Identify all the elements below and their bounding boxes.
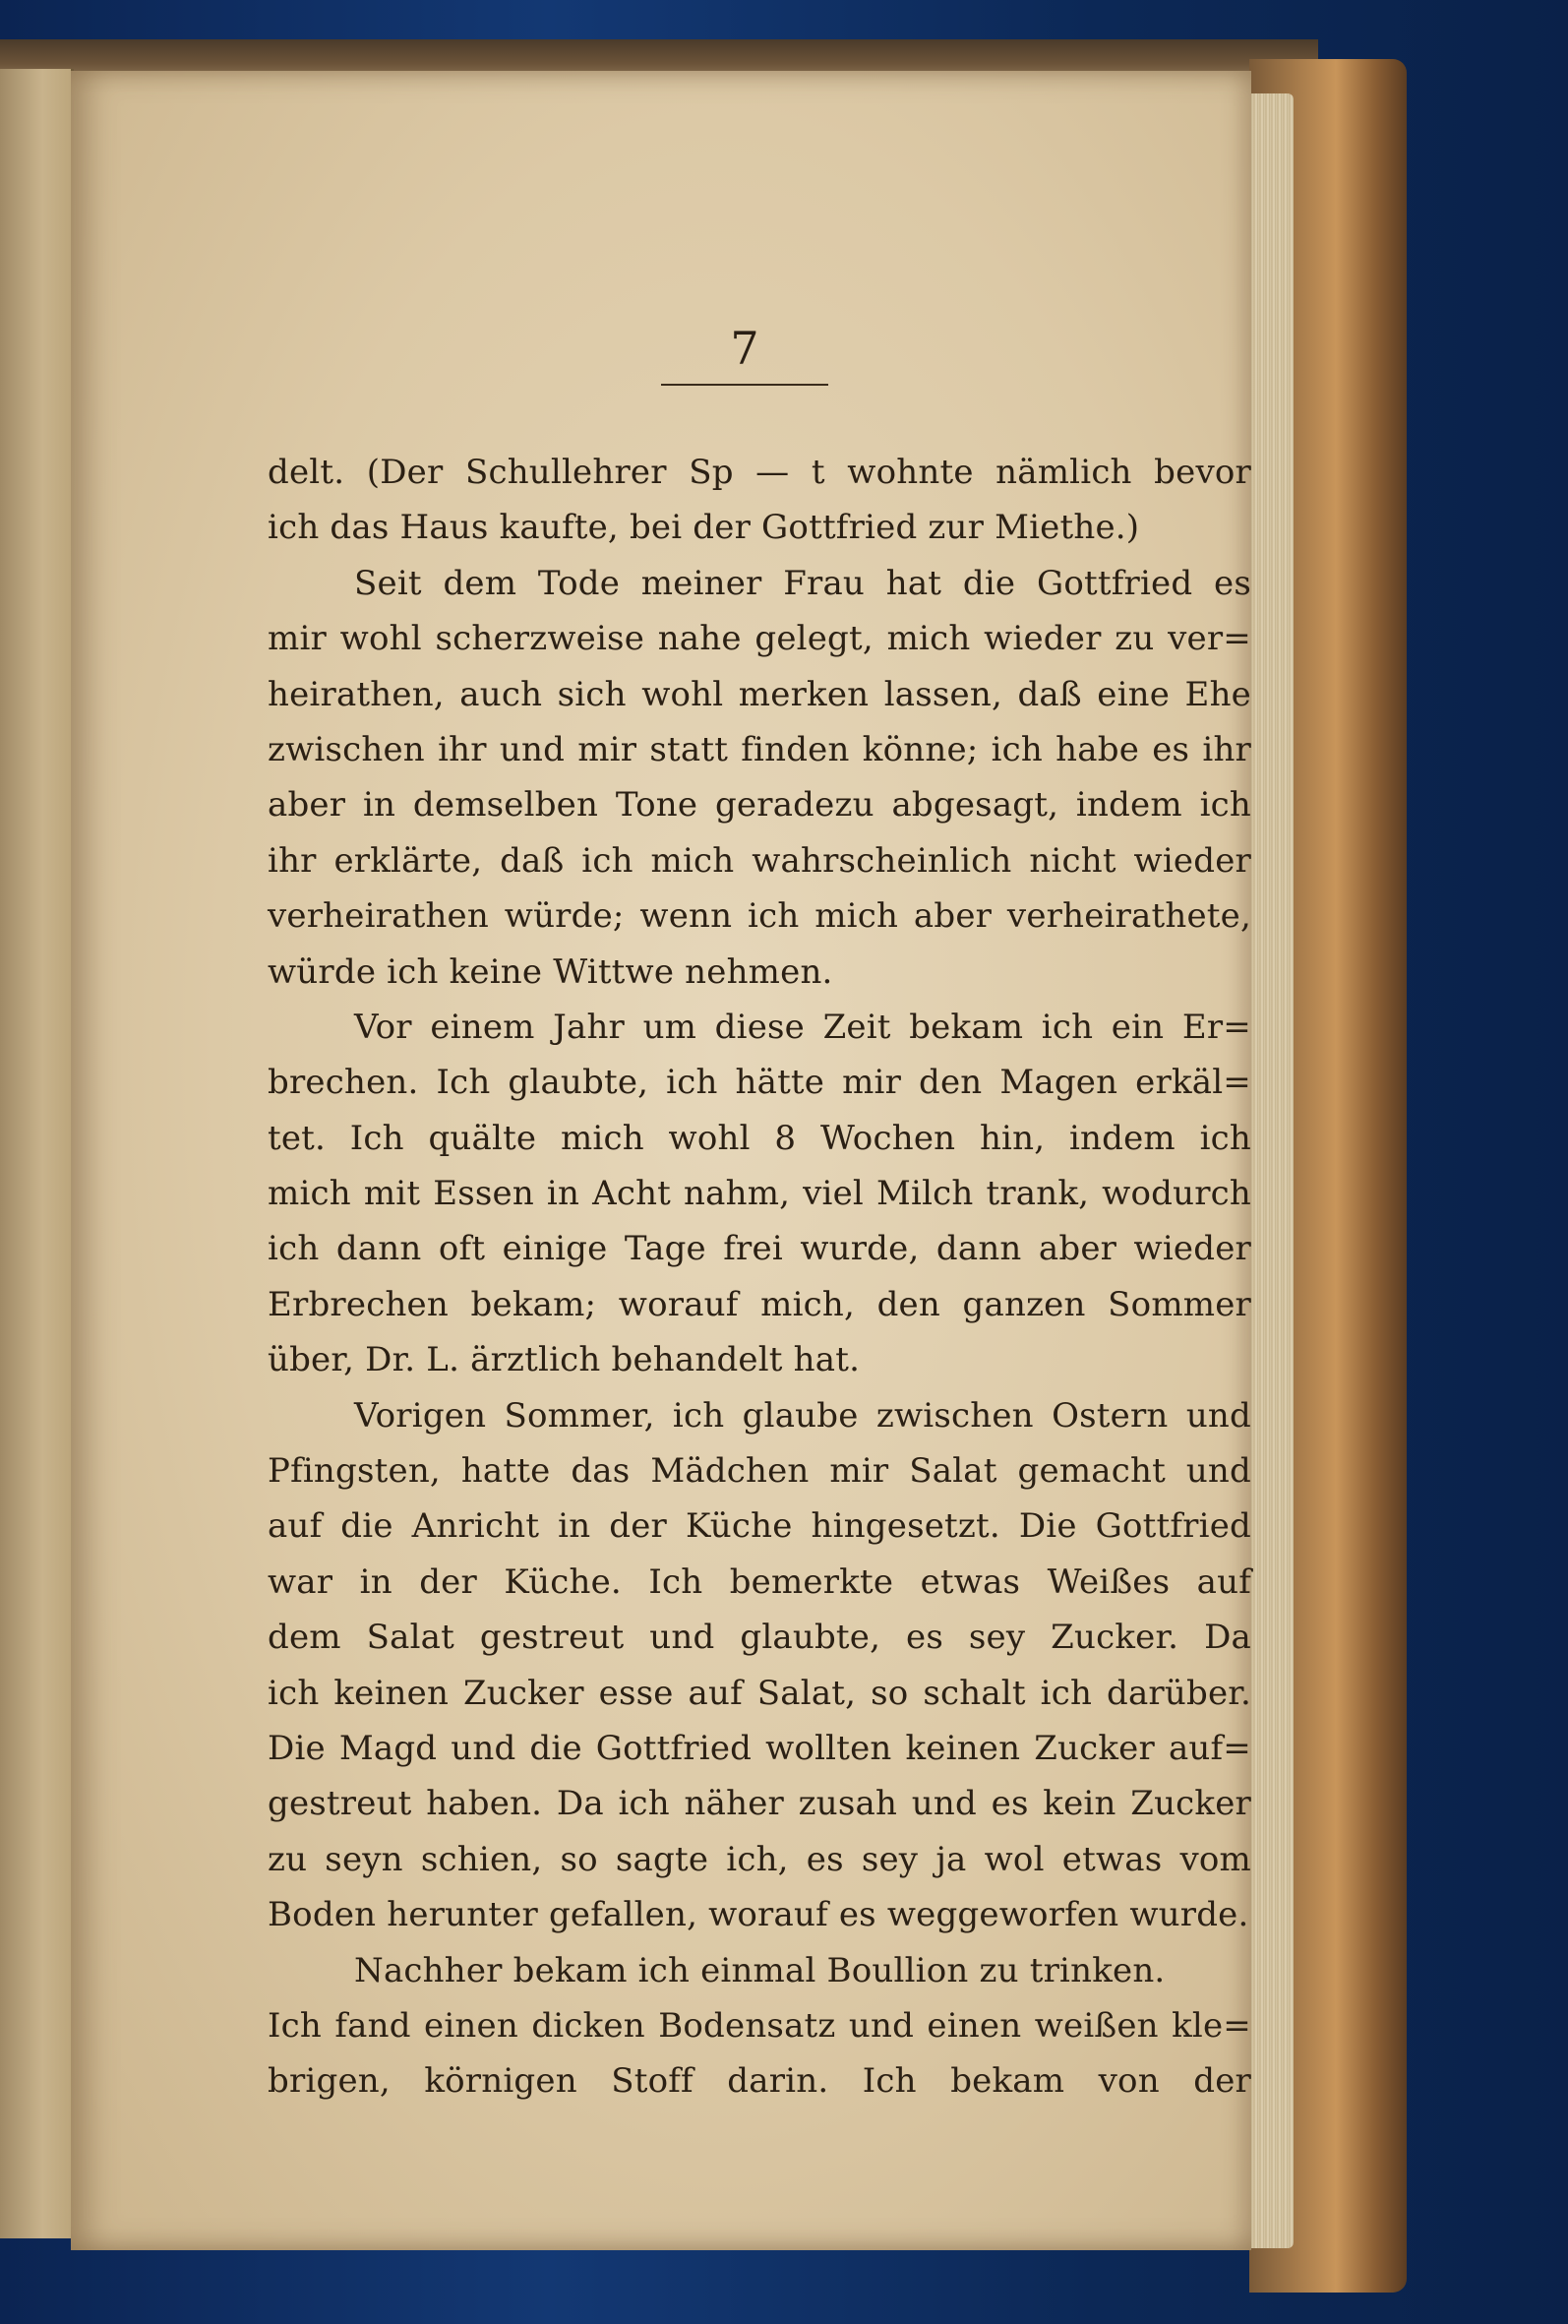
text-line: Nachher bekam ich einmal Boullion zu trinken.	[354, 1950, 1166, 1990]
text-line: delt. (Der Schullehrer Sp — t wohnte nämlich bevor	[268, 453, 1251, 492]
text-line: ich keinen Zucker esse auf Salat, so schalt ich darüber.	[268, 1673, 1251, 1713]
text-line: Vor einem Jahr um diese Zeit bekam ich ein Er=	[354, 1007, 1251, 1047]
text-line: mich mit Essen in Acht nahm, viel Milch trank, wodurch	[268, 1174, 1251, 1214]
text-line: ihr erklärte, daß ich mich wahrscheinlich nicht wieder	[268, 840, 1251, 881]
page-number-rule	[661, 384, 828, 386]
text-line: dem Salat gestreut und glaubte, es sey Zucker. Da	[268, 1618, 1251, 1658]
text-line: brigen, körnigen Stoff darin. Ich bekam von der	[268, 2061, 1251, 2102]
text-line: tet. Ich quälte mich wohl 8 Wochen hin, indem ich	[268, 1118, 1251, 1158]
text-line: mir wohl scherzweise nahe gelegt, mich wieder zu ver=	[268, 619, 1251, 659]
left-page-edge	[0, 69, 74, 2238]
text-line: auf die Anricht in der Küche hingesetzt. Die Gottfried	[268, 1506, 1251, 1547]
text-line: zwischen ihr und mir statt finden könne; ich habe es ihr	[268, 729, 1251, 769]
text-line: brechen. Ich glaubte, ich hätte mir den Magen erkäl=	[268, 1063, 1251, 1103]
page-number: 7	[730, 322, 759, 375]
text-line: war in der Küche. Ich bemerkte etwas Weißes auf	[268, 1561, 1251, 1602]
text-line: Pfingsten, hatte das Mädchen mir Salat gemacht und	[268, 1451, 1251, 1492]
text-line: verheirathen würde; wenn ich mich aber verheirathete,	[268, 896, 1251, 937]
text-line: Vorigen Sommer, ich glaube zwischen Ostern und	[354, 1395, 1251, 1436]
text-line: Seit dem Tode meiner Frau hat die Gottfried es	[354, 563, 1251, 603]
text-line: ich das Haus kaufte, bei der Gottfried zur Miethe.)	[268, 508, 1140, 548]
page-text	[268, 445, 1251, 2110]
text-line: Die Magd und die Gottfried wollten keinen Zucker auf=	[268, 1728, 1251, 1768]
text-line: Ich fand einen dicken Bodensatz und einen weißen kle=	[268, 2005, 1251, 2046]
book-page	[71, 71, 1251, 2250]
text-line: heirathen, auch sich wohl merken lassen, daß eine Ehe	[268, 674, 1251, 714]
text-line: Erbrechen bekam; worauf mich, den ganzen Sommer	[268, 1284, 1251, 1324]
text-line: zu seyn schien, so sagte ich, es sey ja wol etwas vom	[268, 1839, 1251, 1879]
text-line: gestreut haben. Da ich näher zusah und es kein Zucker	[268, 1784, 1251, 1824]
text-line: aber in demselben Tone geradezu abgesagt, indem ich	[268, 785, 1251, 826]
text-line: ich dann oft einige Tage frei wurde, dann aber wieder	[268, 1229, 1251, 1269]
text-line: Boden herunter gefallen, worauf es weggeworfen wurde.	[268, 1895, 1249, 1935]
text-line: würde ich keine Wittwe nehmen.	[268, 951, 833, 992]
text-line: über, Dr. L. ärztlich behandelt hat.	[268, 1340, 861, 1380]
